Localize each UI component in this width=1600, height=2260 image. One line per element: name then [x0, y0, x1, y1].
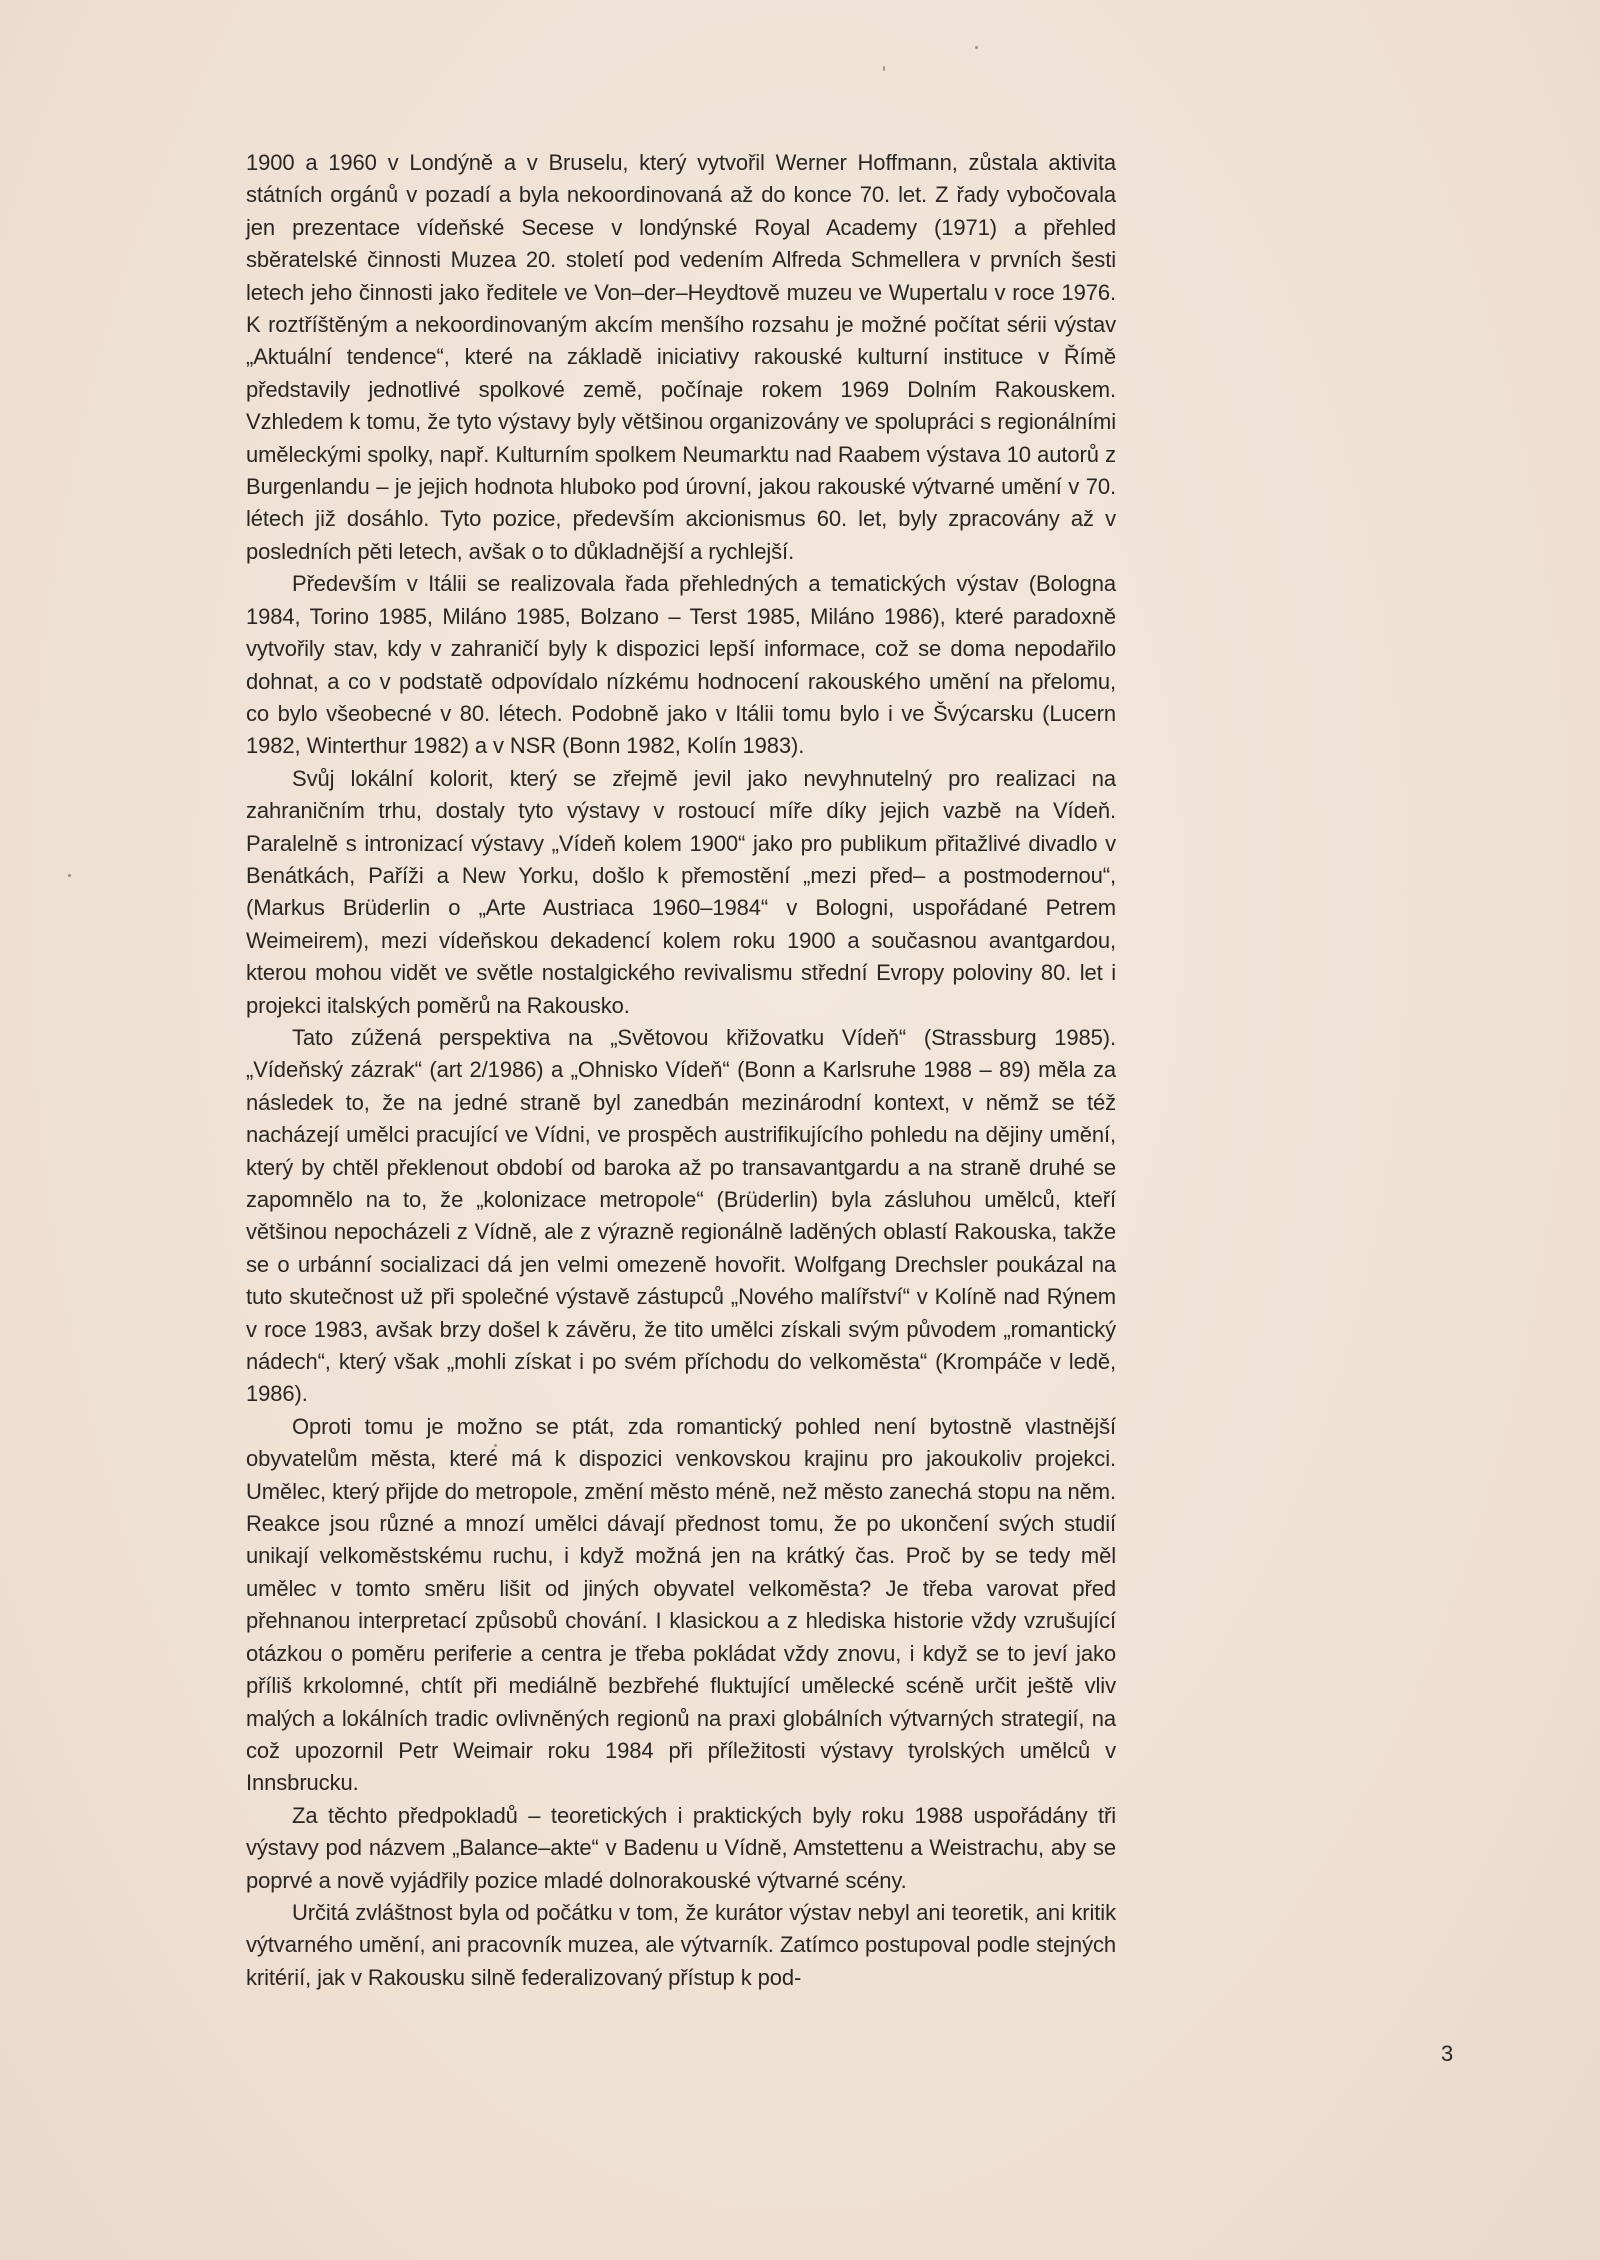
paragraph: Za těchto předpokladů – teoretických i praktických byly roku 1988 uspořádány tři výstavy pod názvem „Balance–akte“ v Badenu u Vídně, Amstettenu a Weistrachu, aby se poprvé a nově vyjádřily pozice mladé dolnorakouské výtvarné scény.: [246, 1802, 1116, 1893]
paper-speck: [975, 46, 978, 49]
paragraph: Určitá zvláštnost byla od počátku v tom, že kurátor výstav nebyl ani teoretik, ani kritik výtvarného umění, ani pracovník muzea, ale výtvarník. Zatímco postupoval podle stejných kritérií, jak v Rakousku silně federalizovaný přístup k pod-: [246, 1899, 1116, 1990]
page-number: 3: [1441, 2041, 1454, 2066]
paragraph: Tato zúžená perspektiva na „Světovou křižovatku Vídeň“ (Strassburg 1985). „Vídeňský zázrak“ (art 2/1986) a „Ohnisko Vídeň“ (Bonn a Karlsruhe 1988 – 89) měla za následek to, že na jedné straně byl zanedbán mezinárodní kontext, v němž se též nacházejí umělci pracující ve Vídni, ve prospěch austrifikujícího pohledu na dějiny umění, který by chtěl překlenout období od baroka až po transavantgardu a na straně druhé se zapomnělo na to, že „kolonizace metropole“ (Brüderlin) byla zásluhou umělců, kteří většinou nepocházeli z Vídně, ale z výrazně regionálně laděných oblastí Rakouska, takže se o urbánní socializaci dá jen velmi omezeně hovořit. Wolfgang Drechsler poukázal na tuto skutečnost už při společné výstavě zástupců „Nového malířství“ v Kolíně nad Rýnem v roce 1983, avšak brzy došel k závěru, že tito umělci získali svým původem „romantický nádech“, který však „mohli získat i po svém příchodu do velkoměsta“ (Krompáče v ledě, 1986).: [246, 1024, 1116, 1407]
paragraph: 1900 a 1960 v Londýně a v Bruselu, který vytvořil Werner Hoffmann, zůstala aktivita státních orgánů v pozadí a byla nekoordinovaná až do konce 70. let. Z řady vybočovala jen prezentace vídeňské Secese v londýnské Royal Academy (1971) a přehled sběratelské činnosti Muzea 20. století pod vedením Alfreda Schmellera v prvních šesti letech jeho činnosti jako ředitele ve Von–der–Heydtově muzeu ve Wupertalu v roce 1976. K roztříštěným a nekoordinovaným akcím menšího rozsahu je možné počítat sérii výstav „Aktuální tendence“, které na základě iniciativy rakouské kulturní instituce v Římě představily jednotlivé spolkové země, počínaje rokem 1969 Dolním Rakouskem. Vzhledem k tomu, že tyto výstavy byly většinou organizovány ve spolupráci s regionálními uměleckými spolky, např. Kulturním spolkem Neumarktu nad Raabem výstava 10 autorů z Burgenlandu – je jejich hodnota hluboko pod úrovní, jakou rakouské výtvarné umění v 70. létech již dosáhlo. Tyto pozice, především akcionismus 60. let, byly zpracovány až v posledních pěti letech, avšak o to důkladnější a rychlejší.: [246, 150, 1116, 564]
paragraph: Svůj lokální kolorit, který se zřejmě jevil jako nevyhnutelný pro realizaci na zahraničním trhu, dostaly tyto výstavy v rostoucí míře díky jejich vazbě na Vídeň. Paralelně s intronizací výstavy „Vídeň kolem 1900“ jako pro publikum přitažlivé divadlo v Benátkách, Paříži a New Yorku, došlo k přemostění „mezi před– a postmodernou“, (Markus Brüderlin o „Arte Austriaca 1960–1984“ v Bologni, uspořádané Petrem Weimeirem), mezi vídeňskou dekadencí kolem roku 1900 a současnou avantgardou, kterou mohou vidět ve světle nostalgického revivalismu střední Evropy poloviny 80. let i projekci italských poměrů na Rakousko.: [246, 765, 1116, 1018]
paper-speck: [883, 66, 885, 71]
body-text: [246, 147, 1116, 1994]
paragraph: Především v Itálii se realizovala řada přehledných a tematických výstav (Bologna 1984, Torino 1985, Miláno 1985, Bolzano – Terst 1985, Miláno 1986), které paradoxně vytvořily stav, kdy v zahraničí byly k dispozici lepší informace, což se doma nepodařilo dohnat, a co v podstatě odpovídalo nízkému hodnocení rakouského umění na přelomu, co bylo všeobecné v 80. létech. Podobně jako v Itálii tomu bylo i ve Švýcarsku (Lucern 1982, Winterthur 1982) a v NSR (Bonn 1982, Kolín 1983).: [246, 571, 1116, 759]
paper-speck: [68, 874, 71, 877]
paragraph: Oproti tomu je možno se ptát, zda romantický pohled není bytostně vlastnější obyvatelům města, které má k dispozici venkovskou krajinu pro jakoukoliv projekci. Umělec, který přijde do metropole, změní město méně, než město zanechá stopu na něm. Reakce jsou různé a mnozí umělci dávají přednost tomu, že po ukončení svých studií unikají velkoměstskému ruchu, i když možná jen na krátký čas. Proč by se tedy měl umělec v tomto směru lišit od jiných obyvatel velkoměsta? Je třeba varovat před přehnanou interpretací způsobů chování. I klasickou a z hlediska historie vždy vzrušující otázkou o poměru periferie a centra je třeba pokládat vždy znovu, i když se to jeví jako příliš krkolomné, chtít při mediálně bezbřehé fluktující umělecké scéně určit ještě vliv malých a lokálních tradic ovlivněných regionů na praxi globálních výtvarných strategií, na což upozornil Petr Weimair roku 1984 při příležitosti výstavy tyrolských umělců v Innsbrucku.: [246, 1413, 1116, 1796]
